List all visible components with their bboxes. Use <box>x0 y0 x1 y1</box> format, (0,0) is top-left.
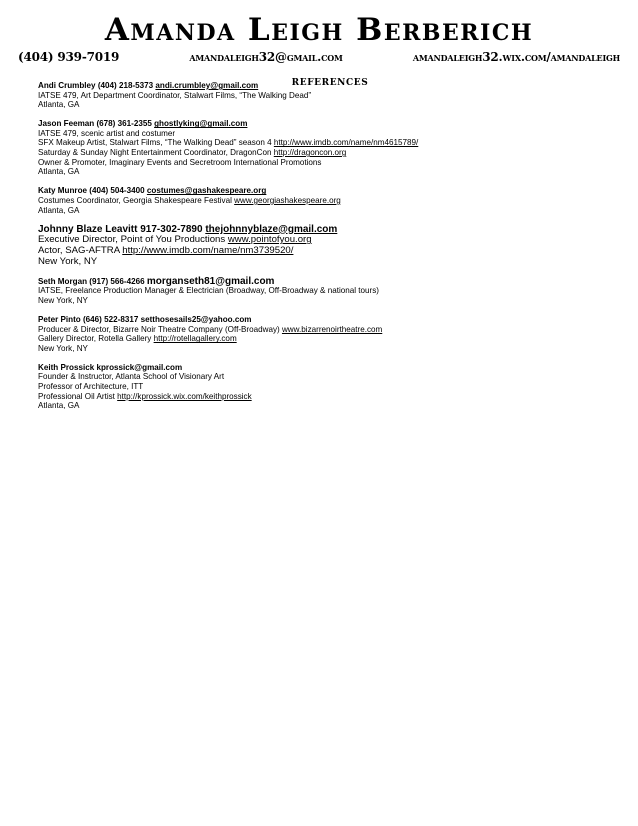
reference-phone: (404) 218-5373 <box>97 81 154 90</box>
reference-detail: Founder & Instructor, Atlanta School of Visionary Art <box>38 372 225 382</box>
reference-location: Atlanta, GA <box>38 401 80 411</box>
reference-email[interactable]: thejohnnyblaze@gmail.com <box>205 223 338 235</box>
reference-detail <box>38 334 618 344</box>
reference-phone: (404) 504-3400 <box>89 186 145 196</box>
reference-detail: IATSE 479, scenic artist and costumer <box>38 128 176 138</box>
reference-link[interactable]: http://rotellagallery.com <box>153 334 237 344</box>
reference-link[interactable]: http://dragoncon.org <box>273 148 347 158</box>
reference-andi-crumbley <box>38 81 618 110</box>
reference-phone: (646) 522-8317 <box>82 315 139 324</box>
reference-email[interactable]: costumes@gashakespeare.org <box>146 186 267 196</box>
reference-detail-text: Saturday & Sunday Night Entertainment Coordinator, DragonCon <box>38 148 272 158</box>
reference-location: Atlanta, GA <box>38 100 80 110</box>
references-heading: REFERENCES <box>291 78 369 88</box>
contact-line <box>18 50 620 64</box>
reference-detail-text: Gallery Director, Rotella Gallery <box>38 334 152 344</box>
reference-phone: 917-302-7890 <box>140 223 203 235</box>
reference-link[interactable]: http://www.imdb.com/name/nm4615789/ <box>273 138 419 148</box>
reference-detail <box>38 325 618 335</box>
reference-detail-text: Professional Oil Artist <box>38 391 115 401</box>
resume-name: Amanda Leigh Berberich <box>104 12 534 48</box>
reference-link[interactable]: www.pointofyou.org <box>227 234 312 246</box>
reference-detail: IATSE 479, Art Department Coordinator, Stalwart Films, “The Walking Dead” <box>38 90 312 100</box>
reference-location: New York, NY <box>38 343 88 353</box>
reference-detail <box>38 196 618 206</box>
reference-link[interactable]: www.georgiashakespeare.org <box>234 195 341 205</box>
reference-detail <box>38 138 618 148</box>
reference-header <box>38 277 618 287</box>
reference-link[interactable]: www.bizarrenoirtheatre.com <box>281 324 383 334</box>
reference-email[interactable]: setthosesails25@yahoo.com <box>140 315 252 324</box>
reference-email[interactable]: kprossick@gmail.com <box>96 362 183 372</box>
reference-email[interactable]: ghostlyking@gmail.com <box>154 119 248 129</box>
reference-header <box>38 225 618 235</box>
reference-detail-text: Producer & Director, Bizarre Noir Theatre Company (Off-Broadway) <box>38 324 280 334</box>
reference-seth-morgan <box>38 277 618 306</box>
reference-header <box>38 363 618 373</box>
reference-name: Katy Munroe <box>38 186 88 196</box>
reference-link[interactable]: http://www.imdb.com/name/nm3739520/ <box>122 245 294 257</box>
reference-header <box>38 315 618 325</box>
header-email[interactable]: amandaleigh32@gmail.com <box>189 50 343 64</box>
reference-email[interactable]: morganseth81@gmail.com <box>146 275 275 287</box>
reference-detail-text: Actor, SAG-AFTRA <box>38 245 120 257</box>
reference-phone: (678) 361-2355 <box>96 119 152 129</box>
header-website[interactable]: amandaleigh32.wix.com/amandaleigh <box>412 50 620 64</box>
reference-peter-pinto <box>38 315 618 353</box>
reference-detail-text: Costumes Coordinator, Georgia Shakespeare Festival <box>38 195 232 205</box>
reference-location: Atlanta, GA <box>38 167 80 177</box>
reference-location: New York, NY <box>38 256 98 268</box>
header-phone: (404) 939-7019 <box>18 50 120 64</box>
reference-detail <box>38 234 618 245</box>
reference-katy-munroe <box>38 186 618 215</box>
reference-keith-prossick <box>38 363 618 411</box>
reference-name: Johnny Blaze Leavitt <box>38 223 138 235</box>
reference-johnny-blaze-leavitt <box>38 225 618 268</box>
reference-name: Keith Prossick <box>38 362 95 372</box>
reference-location: New York, NY <box>38 295 88 305</box>
reference-phone: (917) 566-4266 <box>89 276 145 286</box>
reference-link[interactable]: http://kprossick.wix.com/keithprossick <box>117 391 252 401</box>
reference-email[interactable]: andi.crumbley@gmail.com <box>155 81 259 90</box>
reference-name: Andi Crumbley <box>38 81 96 90</box>
reference-jason-feeman <box>38 119 618 177</box>
references-list <box>38 81 618 420</box>
reference-detail <box>38 245 618 256</box>
reference-detail-text: Executive Director, Point of You Productions <box>38 234 226 246</box>
reference-detail: Owner & Promoter, Imaginary Events and Secretroom International Promotions <box>38 157 322 167</box>
reference-detail <box>38 148 618 158</box>
reference-header <box>38 186 618 196</box>
reference-detail: Professor of Architecture, ITT <box>38 382 144 392</box>
reference-header <box>38 119 618 129</box>
reference-detail-text: SFX Makeup Artist, Stalwart Films, “The Walking Dead” season 4 <box>38 138 272 148</box>
reference-name: Jason Feeman <box>38 119 95 129</box>
reference-detail: IATSE, Freelance Production Manager & Electrician (Broadway, Off-Broadway & national tours) <box>38 286 379 296</box>
reference-location: Atlanta, GA <box>38 205 80 215</box>
reference-name: Peter Pinto <box>38 315 81 324</box>
reference-name: Seth Morgan <box>38 276 88 286</box>
reference-detail <box>38 392 618 402</box>
reference-header <box>38 81 618 91</box>
